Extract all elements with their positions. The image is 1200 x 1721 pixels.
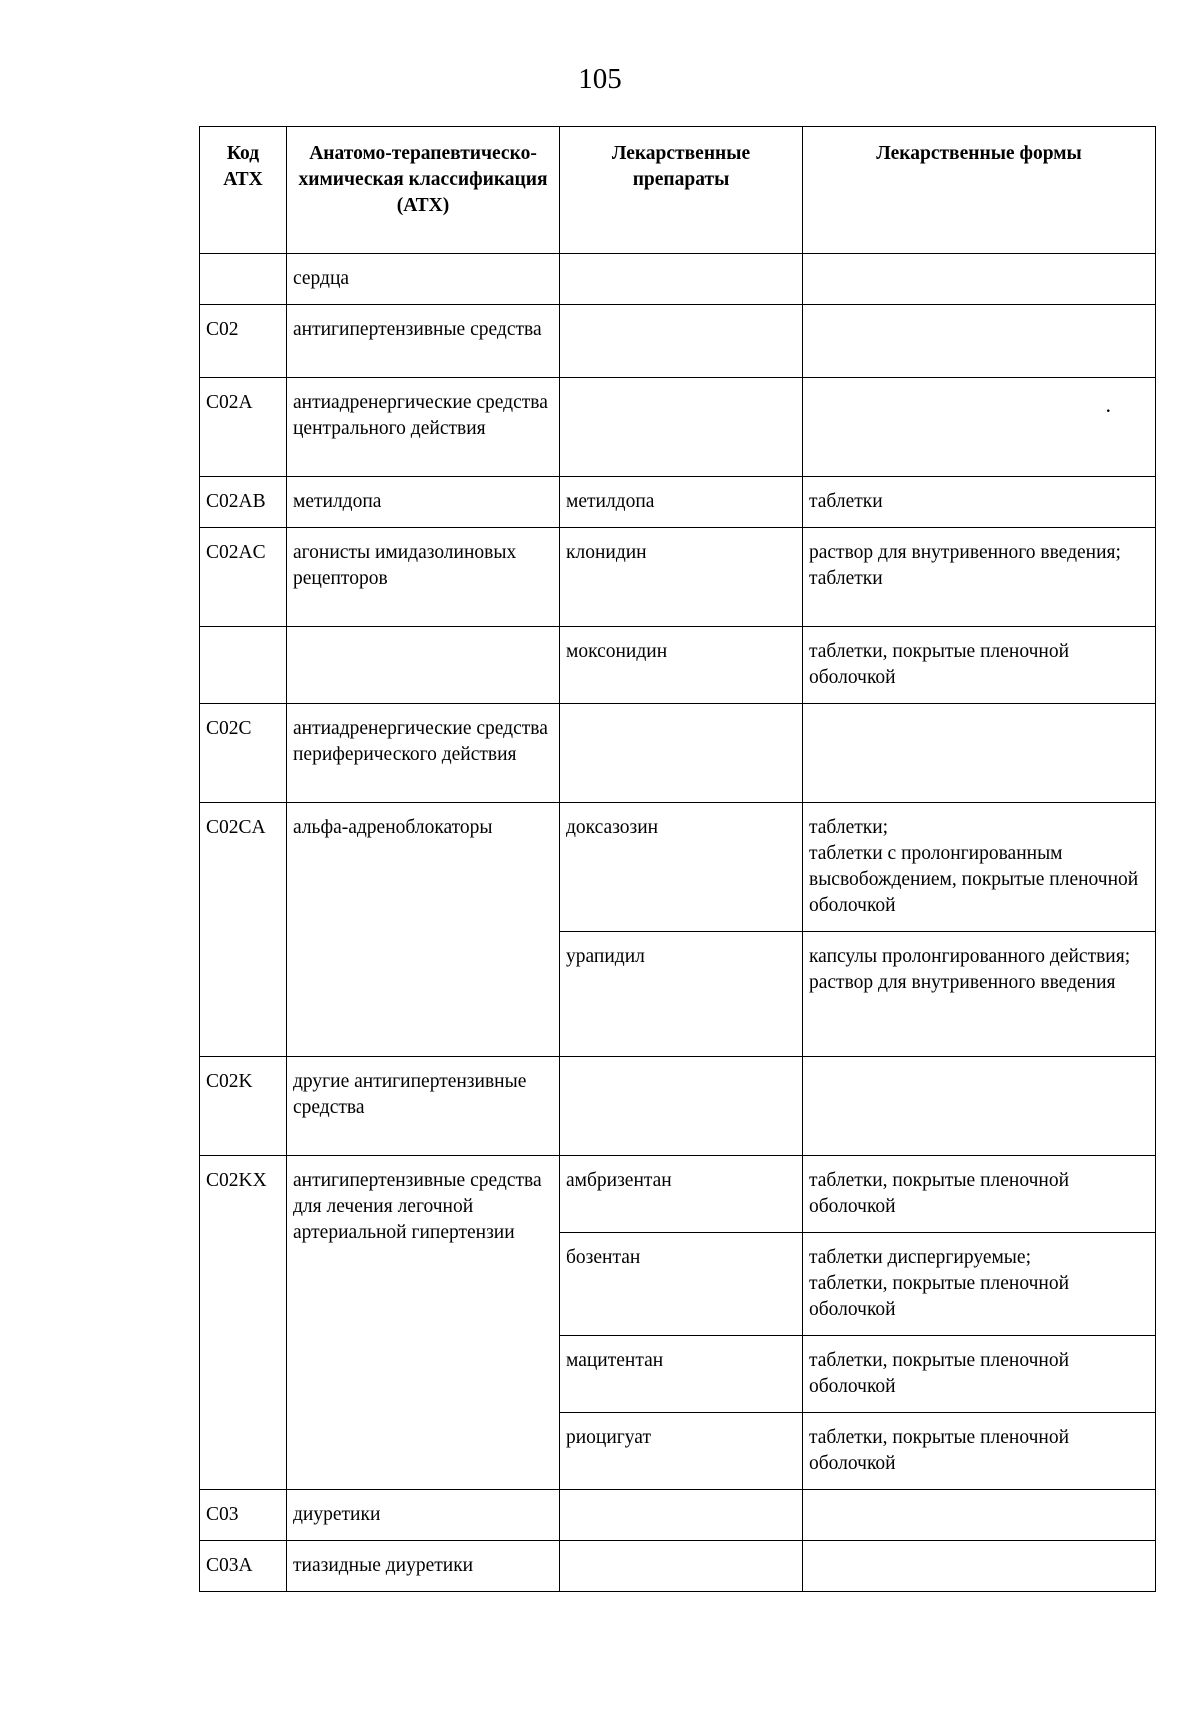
forms-cell: раствор для внутривенного введения; таблетки xyxy=(803,528,1156,627)
drug-cell: урапидил xyxy=(560,932,803,1057)
classification-cell: антигипертензивные средства для лечения легочной артериальной гипертензии xyxy=(287,1156,560,1490)
forms-cell: таблетки; таблетки с пролонгированным высвобождением, покрытые пленочной оболочкой xyxy=(803,803,1156,932)
atx-code-cell: C02A xyxy=(200,378,287,477)
classification-cell xyxy=(287,627,560,704)
table-row xyxy=(200,1490,1156,1541)
atx-code-cell: C02AC xyxy=(200,528,287,627)
table-row xyxy=(200,1156,1156,1233)
forms-cell: таблетки xyxy=(803,477,1156,528)
forms-cell xyxy=(803,254,1156,305)
drug-cell: доксазозин xyxy=(560,803,803,932)
atx-code-cell: C02C xyxy=(200,704,287,803)
forms-cell: таблетки, покрытые пленочной оболочкой xyxy=(803,627,1156,704)
table-row xyxy=(200,704,1156,803)
atx-code-cell: C02AB xyxy=(200,477,287,528)
atx-code-cell: C03A xyxy=(200,1541,287,1592)
drug-cell: метилдопа xyxy=(560,477,803,528)
table-row xyxy=(200,1057,1156,1156)
forms-cell xyxy=(803,305,1156,378)
atx-code-cell: C03 xyxy=(200,1490,287,1541)
page-number: 105 xyxy=(578,63,622,95)
table-row xyxy=(200,528,1156,627)
forms-cell xyxy=(803,1057,1156,1156)
atx-code-cell: C02K xyxy=(200,1057,287,1156)
atx-code-cell xyxy=(200,254,287,305)
header-forms: Лекарственные формы xyxy=(803,127,1156,254)
drug-cell xyxy=(560,254,803,305)
atx-drug-table xyxy=(199,126,1156,1592)
classification-cell: диуретики xyxy=(287,1490,560,1541)
classification-cell: сердца xyxy=(287,254,560,305)
classification-cell: метилдопа xyxy=(287,477,560,528)
atx-code-cell xyxy=(200,627,287,704)
header-classification: Анатомо-терапевтическо-химическая классификация (АТХ) xyxy=(287,127,560,254)
classification-cell: антиадренергические средства периферического действия xyxy=(287,704,560,803)
forms-cell: таблетки, покрытые пленочной оболочкой xyxy=(803,1156,1156,1233)
drug-cell xyxy=(560,1490,803,1541)
table-row xyxy=(200,1541,1156,1592)
atx-code-cell: C02KX xyxy=(200,1156,287,1490)
atx-code-cell: C02CA xyxy=(200,803,287,1057)
classification-cell: тиазидные диуретики xyxy=(287,1541,560,1592)
drug-cell: риоцигуат xyxy=(560,1413,803,1490)
forms-cell xyxy=(803,378,1156,477)
forms-cell: таблетки диспергируемые; таблетки, покрытые пленочной оболочкой xyxy=(803,1233,1156,1336)
drug-cell xyxy=(560,305,803,378)
table-row xyxy=(200,305,1156,378)
drug-cell: бозентан xyxy=(560,1233,803,1336)
classification-cell: альфа-адреноблокаторы xyxy=(287,803,560,1057)
drug-cell: амбризентан xyxy=(560,1156,803,1233)
classification-cell: другие антигипертензивные средства xyxy=(287,1057,560,1156)
drug-cell: мацитентан xyxy=(560,1336,803,1413)
classification-cell: антиадренергические средства центрального действия xyxy=(287,378,560,477)
forms-cell xyxy=(803,704,1156,803)
drug-cell xyxy=(560,1541,803,1592)
drug-cell xyxy=(560,704,803,803)
atx-code-cell: C02 xyxy=(200,305,287,378)
drug-cell xyxy=(560,378,803,477)
header-code: Код АТХ xyxy=(200,127,287,254)
classification-cell: агонисты имидазолиновых рецепторов xyxy=(287,528,560,627)
table-row xyxy=(200,477,1156,528)
drug-cell: моксонидин xyxy=(560,627,803,704)
table-row xyxy=(200,254,1156,305)
classification-cell: антигипертензивные средства xyxy=(287,305,560,378)
table-row xyxy=(200,627,1156,704)
stray-dot-mark: . xyxy=(1105,392,1111,417)
forms-cell: таблетки, покрытые пленочной оболочкой xyxy=(803,1336,1156,1413)
header-drugs: Лекарственные препараты xyxy=(560,127,803,254)
table-row xyxy=(200,378,1156,477)
forms-cell: капсулы пролонгированного действия; раствор для внутривенного введения xyxy=(803,932,1156,1057)
forms-cell xyxy=(803,1541,1156,1592)
table-row xyxy=(200,803,1156,932)
drug-cell: клонидин xyxy=(560,528,803,627)
table-header-row xyxy=(200,127,1156,254)
drug-cell xyxy=(560,1057,803,1156)
forms-cell: таблетки, покрытые пленочной оболочкой xyxy=(803,1413,1156,1490)
forms-cell xyxy=(803,1490,1156,1541)
